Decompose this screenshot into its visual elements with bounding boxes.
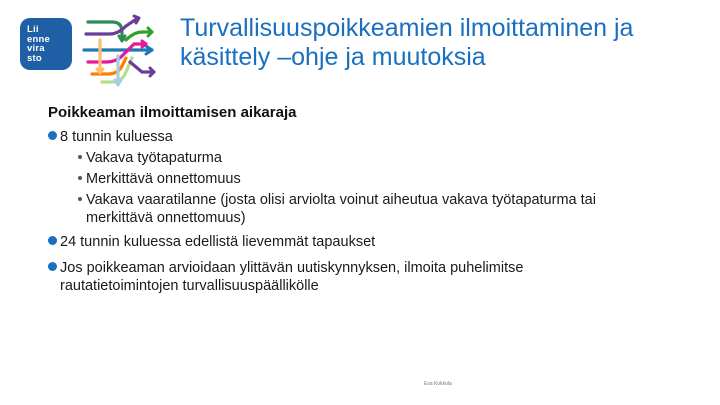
bullet-continuation: rautatietoimintojen turvallisuuspäällikölle	[60, 278, 319, 294]
liikennevirasto-logo	[20, 18, 72, 70]
bullet-text: 8 tunnin kuluessa	[60, 129, 173, 145]
slide-title	[180, 14, 700, 72]
title-line-1: Turvallisuuspoikkeamien ilmoittaminen ja	[180, 14, 634, 42]
logo-line: vira	[27, 43, 45, 54]
bullet-dot-icon	[48, 131, 57, 140]
bullet-dot-icon	[48, 262, 57, 271]
footer-author: Esa Kokkola	[424, 381, 452, 387]
logo-line: sto	[27, 52, 42, 64]
sub-bullet-text: Merkittävä onnettomuus	[86, 171, 241, 187]
bullet-text: Jos poikkeaman arvioidaan ylittävän uutiskynnyksen, ilmoita puhelimitse	[60, 260, 524, 276]
sub-bullet-item	[78, 170, 241, 188]
sub-bullet-dot-icon	[78, 155, 82, 159]
bullet-text: 24 tunnin kuluessa edellistä lievemmät tapaukset	[60, 234, 376, 250]
title-line-2: käsittely –ohje ja muutoksia	[180, 43, 486, 71]
sub-bullet-item	[78, 191, 596, 209]
bullet-item	[48, 233, 375, 251]
sub-bullet-dot-icon	[78, 176, 82, 180]
sub-bullet-text: Vakava työtapaturma	[86, 150, 222, 166]
logo-line: Lii	[27, 24, 39, 35]
logo-line: enne	[27, 33, 50, 45]
section-heading: Poikkeaman ilmoittamisen aikaraja	[48, 104, 297, 121]
bullet-item	[48, 128, 173, 146]
decorative-arrows-icon	[82, 12, 162, 92]
sub-bullet-continuation: merkittävä onnettomuus)	[86, 210, 246, 226]
sub-bullet-item	[78, 149, 222, 167]
bullet-item	[48, 259, 523, 277]
sub-bullet-dot-icon	[78, 197, 82, 201]
sub-bullet-text: Vakava vaaratilanne (josta olisi arviolta voinut aiheutua vakava työtapaturma tai	[86, 192, 596, 208]
bullet-dot-icon	[48, 236, 57, 245]
